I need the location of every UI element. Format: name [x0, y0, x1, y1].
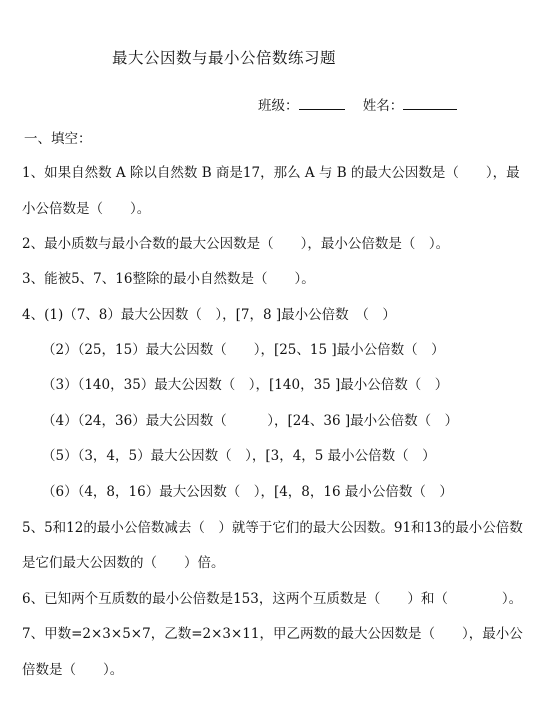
name-label: 姓名： [362, 98, 404, 114]
question-5-line-1: 5、5和12的最小公倍数减去（ ）就等于它们的最大公因数。91和13的最小公倍数 [22, 520, 523, 536]
class-blank[interactable] [299, 95, 345, 110]
question-4-part-1: 4、(1)（7、8）最大公因数（ ），[7，8 ]最小公倍数 （ ） [22, 307, 396, 323]
section-title: 一、填空： [24, 131, 92, 147]
student-info-line [258, 94, 457, 114]
question-3: 3、能被5、7、16整除的最小自然数是（ ）。 [22, 271, 315, 287]
class-label: 班级： [258, 98, 299, 114]
question-5-line-2: 是它们最大公因数的（ ）倍。 [22, 555, 225, 571]
page-title: 最大公因数与最小公倍数练习题 [112, 49, 337, 67]
question-7-line-2: 倍数是（ ）。 [22, 662, 124, 678]
question-4-part-5: （5）（3，4，5）最大公因数（ ），[3，4，5 最小公倍数（ ） [42, 448, 436, 464]
question-4-part-6: （6）（4，8，16）最大公因数（ ），[4，8，16 最小公倍数（ ） [42, 484, 453, 500]
question-2: 2、最小质数与最小合数的最大公因数是（ ），最小公倍数是（ ）。 [22, 236, 450, 252]
question-7-line-1: 7、甲数=2×3×5×7，乙数=2×3×11，甲乙两数的最大公因数是（ ），最小公 [22, 626, 523, 642]
question-6: 6、已知两个互质数的最小公倍数是153，这两个互质数是（ ）和（ ）。 [22, 591, 523, 607]
question-4-part-4: （4）（24，36）最大公因数（ ），[24、36 ]最小公倍数（ ） [42, 413, 459, 429]
question-4-part-2: （2）（25，15）最大公因数（ ），[25、15 ]最小公倍数（ ） [42, 342, 445, 358]
name-blank[interactable] [403, 95, 457, 110]
question-1-line-1: 1、如果自然数 A 除以自然数 B 商是17，那么 A 与 B 的最大公因数是（ ），最 [22, 165, 520, 181]
question-4-part-3: （3）（140，35）最大公因数（ ），[140，35 ]最小公倍数（ ） [42, 377, 449, 393]
question-1-line-2: 小公倍数是（ ）。 [22, 201, 151, 217]
